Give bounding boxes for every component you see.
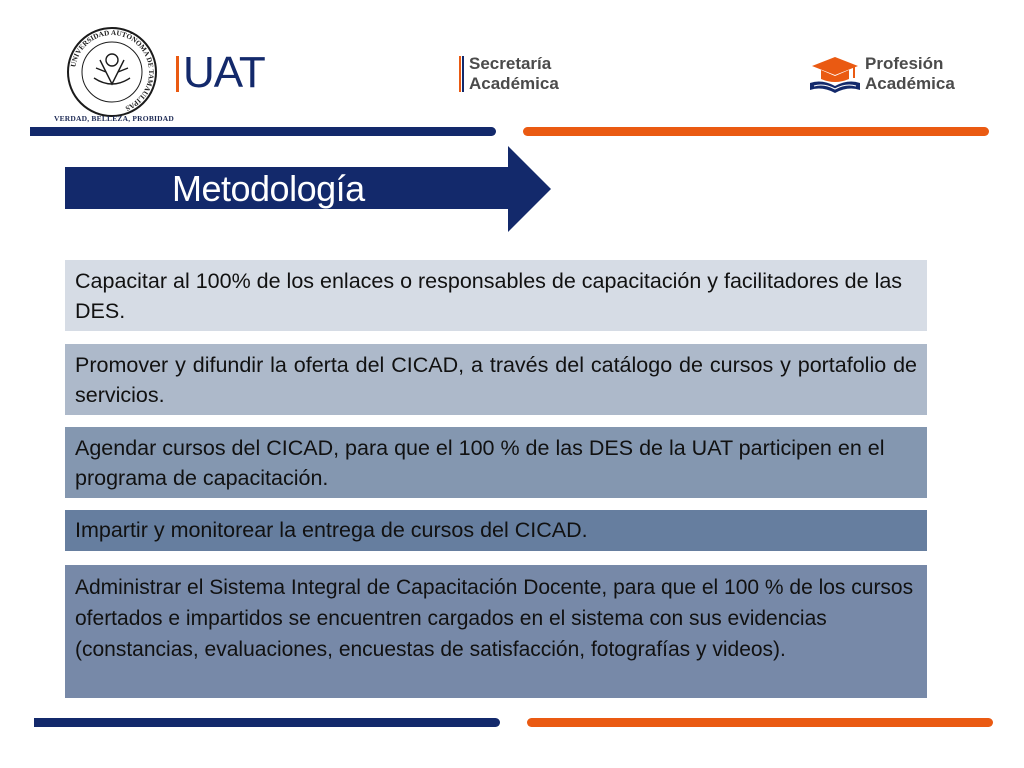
top-rule-navy	[30, 127, 496, 136]
methodology-item-5: Administrar el Sistema Integral de Capacitación Docente, para que el 100 % de los cursos ofertados e impartidos se encuentren cargados en el sistema con sus evidencias (constancias, evaluaciones, encuestas de satisfacción, fotografías y videos).	[65, 565, 927, 698]
graduation-book-icon	[808, 53, 862, 95]
secretaria-line1: Secretaría	[469, 54, 552, 73]
profesion-line1: Profesión	[865, 54, 944, 73]
methodology-item-2: Promover y difundir la oferta del CICAD, a través del catálogo de cursos y portafolio de servicios.	[65, 344, 927, 415]
uat-logo-text: UAT	[183, 48, 265, 97]
seal-ring-text: UNIVERSIDAD AUTÓNOMA DE TAMAULIPAS	[69, 28, 156, 113]
bottom-rule-navy	[34, 718, 500, 727]
page-title: Metodología	[172, 168, 365, 209]
secretaria-accent-bars	[459, 56, 465, 92]
methodology-item-1: Capacitar al 100% de los enlaces o responsables de capacitación y facilitadores de las DES.	[65, 260, 927, 331]
secretaria-line2: Académica	[469, 74, 559, 93]
top-rule-orange	[523, 127, 989, 136]
methodology-item-3: Agendar cursos del CICAD, para que el 100 % de las DES de la UAT participen en el programa de capacitación.	[65, 427, 927, 498]
profesion-line2: Académica	[865, 74, 955, 93]
bottom-rule-orange	[527, 718, 993, 727]
seal-caption: VERDAD, BELLEZA, PROBIDAD	[53, 114, 175, 123]
uat-accent-bar	[176, 56, 179, 92]
methodology-item-4: Impartir y monitorear la entrega de cursos del CICAD.	[65, 510, 927, 551]
secretaria-academica-logo	[469, 54, 559, 94]
profesion-academica-logo	[865, 54, 955, 94]
uat-seal-logo	[66, 26, 158, 118]
